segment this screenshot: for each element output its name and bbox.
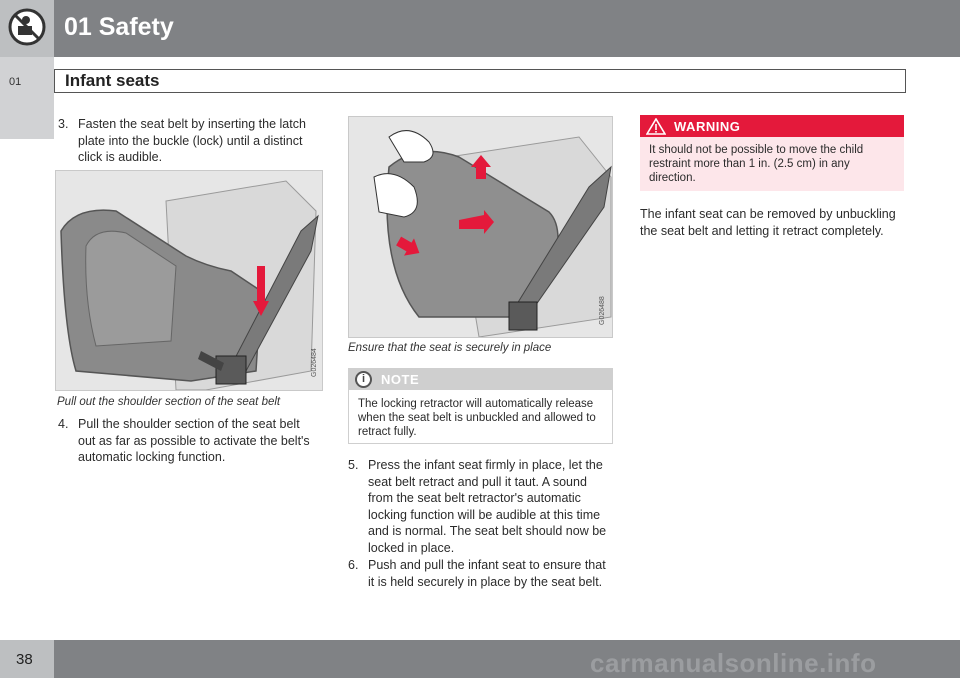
step-5 <box>348 457 612 555</box>
child-seat-prohibited-icon <box>0 0 54 57</box>
watermark: carmanualsonline.info <box>590 648 877 678</box>
step-number: 5. <box>348 458 359 472</box>
figure-belt-pull <box>55 170 323 391</box>
infant-seat-illustration <box>349 117 612 337</box>
warning-box <box>640 115 904 191</box>
step-number: 3. <box>58 117 69 131</box>
step-6 <box>348 557 612 592</box>
seat-belt-illustration <box>56 171 322 390</box>
step-number: 4. <box>58 417 69 431</box>
note-header <box>349 369 612 390</box>
side-tab <box>0 57 54 139</box>
chapter-icon-box <box>0 0 54 57</box>
note-title: NOTE <box>381 372 420 387</box>
warning-body: It should not be possible to move the child restraint more than 1 in. (2.5 cm) in any direction. <box>649 144 864 184</box>
removal-paragraph: The infant seat can be removed by unbuckling the seat belt and letting it retract completely. <box>640 207 896 238</box>
warning-title: WARNING <box>674 119 741 134</box>
step-text: Pull the shoulder section of the seat belt out as far as possible to activate the belt's automatic locking function. <box>78 417 310 464</box>
info-icon: i <box>355 371 372 388</box>
warning-header <box>640 115 904 137</box>
figure-seat-secure <box>348 116 613 338</box>
section-header <box>54 69 906 93</box>
page-number: 38 <box>16 651 33 668</box>
figure-code: G026484 <box>311 348 318 377</box>
step-4 <box>58 416 320 466</box>
warning-triangle-icon <box>646 118 666 135</box>
step-number: 6. <box>348 558 359 572</box>
figure-caption: Ensure that the seat is securely in place <box>348 342 552 354</box>
step-3 <box>58 116 320 166</box>
step-text: Fasten the seat belt by inserting the latch plate into the buckle (lock) until a distinct click is audible. <box>78 117 306 164</box>
section-title: Infant seats <box>65 71 160 90</box>
figure-caption: Pull out the shoulder section of the seat belt <box>57 396 281 408</box>
side-tab-label: 01 <box>9 76 22 88</box>
step-text: Push and pull the infant seat to ensure that it is held securely in place by the seat belt. <box>368 558 606 589</box>
figure-code: G026488 <box>599 296 606 325</box>
note-body: The locking retractor will automatically release when the seat belt is unbuckled and allowed to retract fully. <box>358 398 596 438</box>
chapter-title: 01 Safety <box>64 13 174 41</box>
note-box <box>348 368 613 444</box>
step-text: Press the infant seat firmly in place, let the seat belt retract and pull it taut. A sound from the seat belt retractor's automatic locking function will be audible at this time and is normal. The seat belt should now be locked in place. <box>368 458 607 555</box>
